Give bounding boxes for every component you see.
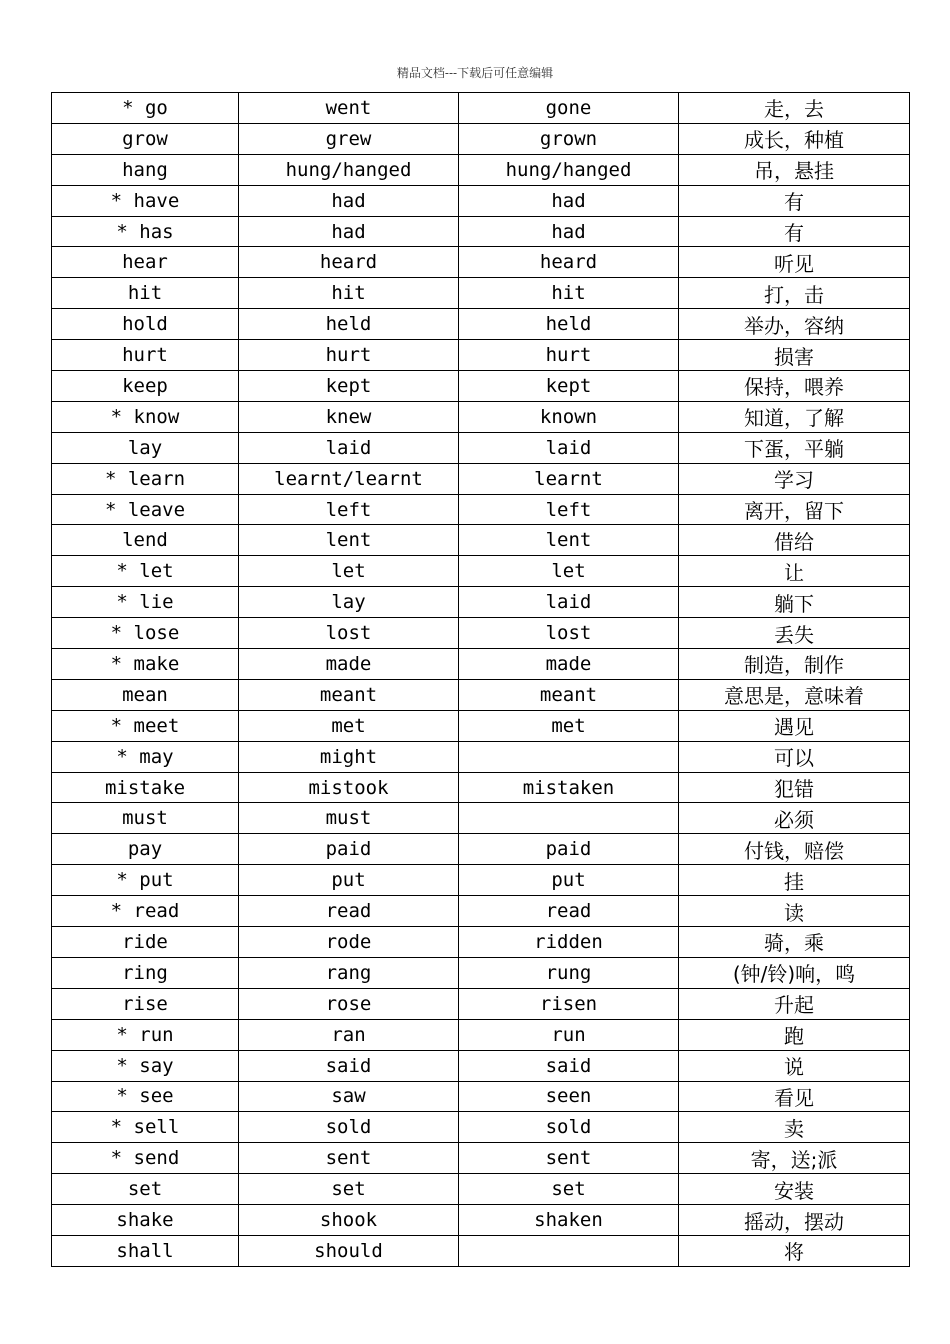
past-participle-cell: hit xyxy=(459,278,679,309)
past-tense-cell: grew xyxy=(239,123,459,154)
table-row xyxy=(52,494,910,525)
table-row xyxy=(52,957,910,988)
past-tense-cell: mistook xyxy=(239,772,459,803)
table-row xyxy=(52,865,910,896)
base-form-cell: * let xyxy=(52,556,239,587)
meaning-cell: 可以 xyxy=(679,741,910,772)
past-tense-cell: went xyxy=(239,93,459,124)
base-form-cell: pay xyxy=(52,834,239,865)
table-row xyxy=(52,432,910,463)
base-form-cell: * run xyxy=(52,1019,239,1050)
past-participle-cell: set xyxy=(459,1174,679,1205)
base-form-cell: * meet xyxy=(52,710,239,741)
base-form-cell: * sell xyxy=(52,1112,239,1143)
meaning-cell: 知道，了解 xyxy=(679,401,910,432)
base-form-cell: set xyxy=(52,1174,239,1205)
table-row xyxy=(52,185,910,216)
base-form-cell: * has xyxy=(52,216,239,247)
meaning-cell: 有 xyxy=(679,216,910,247)
base-form-cell: * learn xyxy=(52,463,239,494)
past-tense-cell: saw xyxy=(239,1081,459,1112)
past-tense-cell: said xyxy=(239,1050,459,1081)
table-row xyxy=(52,587,910,618)
past-tense-cell: meant xyxy=(239,679,459,710)
past-participle-cell: grown xyxy=(459,123,679,154)
irregular-verb-table xyxy=(51,92,910,1267)
table-row xyxy=(52,1143,910,1174)
past-participle-cell: mistaken xyxy=(459,772,679,803)
past-tense-cell: held xyxy=(239,309,459,340)
table-row xyxy=(52,896,910,927)
past-participle-cell: ridden xyxy=(459,927,679,958)
table-row xyxy=(52,1112,910,1143)
base-form-cell: ride xyxy=(52,927,239,958)
past-tense-cell: shook xyxy=(239,1205,459,1236)
past-participle-cell: known xyxy=(459,401,679,432)
base-form-cell: * lie xyxy=(52,587,239,618)
past-participle-cell xyxy=(459,741,679,772)
base-form-cell: * make xyxy=(52,649,239,680)
past-tense-cell: put xyxy=(239,865,459,896)
base-form-cell: shake xyxy=(52,1205,239,1236)
meaning-cell: 挂 xyxy=(679,865,910,896)
past-participle-cell: lent xyxy=(459,525,679,556)
base-form-cell: ring xyxy=(52,957,239,988)
past-tense-cell: read xyxy=(239,896,459,927)
table-row xyxy=(52,1235,910,1266)
past-tense-cell: learnt/learnt xyxy=(239,463,459,494)
past-tense-cell: had xyxy=(239,185,459,216)
past-participle-cell: paid xyxy=(459,834,679,865)
meaning-cell: 下蛋，平躺 xyxy=(679,432,910,463)
base-form-cell: lend xyxy=(52,525,239,556)
meaning-cell: 制造，制作 xyxy=(679,649,910,680)
meaning-cell: 摇动，摆动 xyxy=(679,1205,910,1236)
past-participle-cell: sent xyxy=(459,1143,679,1174)
meaning-cell: 将 xyxy=(679,1235,910,1266)
base-form-cell: * have xyxy=(52,185,239,216)
base-form-cell: * send xyxy=(52,1143,239,1174)
base-form-cell: hear xyxy=(52,247,239,278)
past-participle-cell: put xyxy=(459,865,679,896)
meaning-cell: 离开，留下 xyxy=(679,494,910,525)
meaning-cell: 付钱，赔偿 xyxy=(679,834,910,865)
past-participle-cell: kept xyxy=(459,371,679,402)
table-row xyxy=(52,988,910,1019)
table-row xyxy=(52,1205,910,1236)
past-participle-cell: gone xyxy=(459,93,679,124)
base-form-cell: rise xyxy=(52,988,239,1019)
past-participle-cell: heard xyxy=(459,247,679,278)
table-row xyxy=(52,340,910,371)
table-row xyxy=(52,463,910,494)
table-row xyxy=(52,741,910,772)
past-tense-cell: rang xyxy=(239,957,459,988)
past-tense-cell: ran xyxy=(239,1019,459,1050)
past-tense-cell: hit xyxy=(239,278,459,309)
meaning-cell: 借给 xyxy=(679,525,910,556)
meaning-cell: 走，去 xyxy=(679,93,910,124)
base-form-cell: * know xyxy=(52,401,239,432)
base-form-cell: * go xyxy=(52,93,239,124)
past-participle-cell: laid xyxy=(459,432,679,463)
past-tense-cell: left xyxy=(239,494,459,525)
table-row xyxy=(52,556,910,587)
base-form-cell: hit xyxy=(52,278,239,309)
table-row xyxy=(52,618,910,649)
meaning-cell: 举办，容纳 xyxy=(679,309,910,340)
base-form-cell: * see xyxy=(52,1081,239,1112)
past-participle-cell: seen xyxy=(459,1081,679,1112)
past-tense-cell: lost xyxy=(239,618,459,649)
base-form-cell: hang xyxy=(52,154,239,185)
meaning-cell: 遇见 xyxy=(679,710,910,741)
table-row xyxy=(52,371,910,402)
table-row xyxy=(52,772,910,803)
past-participle-cell: hurt xyxy=(459,340,679,371)
base-form-cell: * leave xyxy=(52,494,239,525)
past-tense-cell: should xyxy=(239,1235,459,1266)
past-tense-cell: set xyxy=(239,1174,459,1205)
past-participle-cell: had xyxy=(459,216,679,247)
past-participle-cell: made xyxy=(459,649,679,680)
base-form-cell: grow xyxy=(52,123,239,154)
past-participle-cell: said xyxy=(459,1050,679,1081)
meaning-cell: 成长，种植 xyxy=(679,123,910,154)
past-participle-cell: sold xyxy=(459,1112,679,1143)
table-row xyxy=(52,1019,910,1050)
table-row xyxy=(52,679,910,710)
meaning-cell: 必须 xyxy=(679,803,910,834)
table-row xyxy=(52,247,910,278)
past-participle-cell: learnt xyxy=(459,463,679,494)
base-form-cell: * say xyxy=(52,1050,239,1081)
meaning-cell: 学习 xyxy=(679,463,910,494)
past-tense-cell: might xyxy=(239,741,459,772)
past-tense-cell: rose xyxy=(239,988,459,1019)
past-tense-cell: kept xyxy=(239,371,459,402)
past-participle-cell: left xyxy=(459,494,679,525)
table-row xyxy=(52,93,910,124)
meaning-cell: 躺下 xyxy=(679,587,910,618)
past-tense-cell: sold xyxy=(239,1112,459,1143)
table-row xyxy=(52,927,910,958)
past-participle-cell: had xyxy=(459,185,679,216)
table-row xyxy=(52,649,910,680)
table-row xyxy=(52,1050,910,1081)
past-participle-cell: read xyxy=(459,896,679,927)
meaning-cell: 意思是，意味着 xyxy=(679,679,910,710)
base-form-cell: * read xyxy=(52,896,239,927)
past-tense-cell: paid xyxy=(239,834,459,865)
base-form-cell: lay xyxy=(52,432,239,463)
meaning-cell: 打，击 xyxy=(679,278,910,309)
past-tense-cell: rode xyxy=(239,927,459,958)
past-participle-cell: let xyxy=(459,556,679,587)
base-form-cell: keep xyxy=(52,371,239,402)
base-form-cell: must xyxy=(52,803,239,834)
meaning-cell: 读 xyxy=(679,896,910,927)
meaning-cell: 有 xyxy=(679,185,910,216)
table-row xyxy=(52,278,910,309)
meaning-cell: 损害 xyxy=(679,340,910,371)
past-tense-cell: lent xyxy=(239,525,459,556)
base-form-cell: shall xyxy=(52,1235,239,1266)
table-row xyxy=(52,216,910,247)
page-header: 精品文档---下载后可任意编辑 xyxy=(396,66,554,80)
table-row xyxy=(52,525,910,556)
past-tense-cell: sent xyxy=(239,1143,459,1174)
past-tense-cell: lay xyxy=(239,587,459,618)
meaning-cell: 看见 xyxy=(679,1081,910,1112)
table-row xyxy=(52,834,910,865)
past-participle-cell: rung xyxy=(459,957,679,988)
past-tense-cell: met xyxy=(239,710,459,741)
table-row xyxy=(52,1174,910,1205)
past-tense-cell: laid xyxy=(239,432,459,463)
past-participle-cell: met xyxy=(459,710,679,741)
past-participle-cell: meant xyxy=(459,679,679,710)
past-participle-cell xyxy=(459,803,679,834)
base-form-cell: * put xyxy=(52,865,239,896)
base-form-cell: * lose xyxy=(52,618,239,649)
meaning-cell: 骑，乘 xyxy=(679,927,910,958)
base-form-cell: hold xyxy=(52,309,239,340)
meaning-cell: (钟/铃)响，鸣 xyxy=(679,957,910,988)
past-tense-cell: must xyxy=(239,803,459,834)
past-participle-cell: laid xyxy=(459,587,679,618)
past-participle-cell: lost xyxy=(459,618,679,649)
table-row xyxy=(52,401,910,432)
base-form-cell: * may xyxy=(52,741,239,772)
meaning-cell: 吊，悬挂 xyxy=(679,154,910,185)
table-row xyxy=(52,123,910,154)
table-row xyxy=(52,803,910,834)
meaning-cell: 寄，送;派 xyxy=(679,1143,910,1174)
table-row xyxy=(52,309,910,340)
past-participle-cell: hung/hanged xyxy=(459,154,679,185)
past-participle-cell: risen xyxy=(459,988,679,1019)
meaning-cell: 丢失 xyxy=(679,618,910,649)
meaning-cell: 保持，喂养 xyxy=(679,371,910,402)
base-form-cell: mean xyxy=(52,679,239,710)
meaning-cell: 让 xyxy=(679,556,910,587)
past-participle-cell: shaken xyxy=(459,1205,679,1236)
meaning-cell: 卖 xyxy=(679,1112,910,1143)
meaning-cell: 跑 xyxy=(679,1019,910,1050)
past-tense-cell: hung/hanged xyxy=(239,154,459,185)
past-tense-cell: heard xyxy=(239,247,459,278)
past-participle-cell: run xyxy=(459,1019,679,1050)
table-row xyxy=(52,154,910,185)
past-participle-cell xyxy=(459,1235,679,1266)
past-tense-cell: had xyxy=(239,216,459,247)
meaning-cell: 说 xyxy=(679,1050,910,1081)
verb-table-body xyxy=(52,93,910,1267)
past-participle-cell: held xyxy=(459,309,679,340)
meaning-cell: 犯错 xyxy=(679,772,910,803)
base-form-cell: mistake xyxy=(52,772,239,803)
past-tense-cell: made xyxy=(239,649,459,680)
past-tense-cell: hurt xyxy=(239,340,459,371)
base-form-cell: hurt xyxy=(52,340,239,371)
past-tense-cell: let xyxy=(239,556,459,587)
meaning-cell: 听见 xyxy=(679,247,910,278)
meaning-cell: 升起 xyxy=(679,988,910,1019)
past-tense-cell: knew xyxy=(239,401,459,432)
table-row xyxy=(52,710,910,741)
meaning-cell: 安装 xyxy=(679,1174,910,1205)
table-row xyxy=(52,1081,910,1112)
